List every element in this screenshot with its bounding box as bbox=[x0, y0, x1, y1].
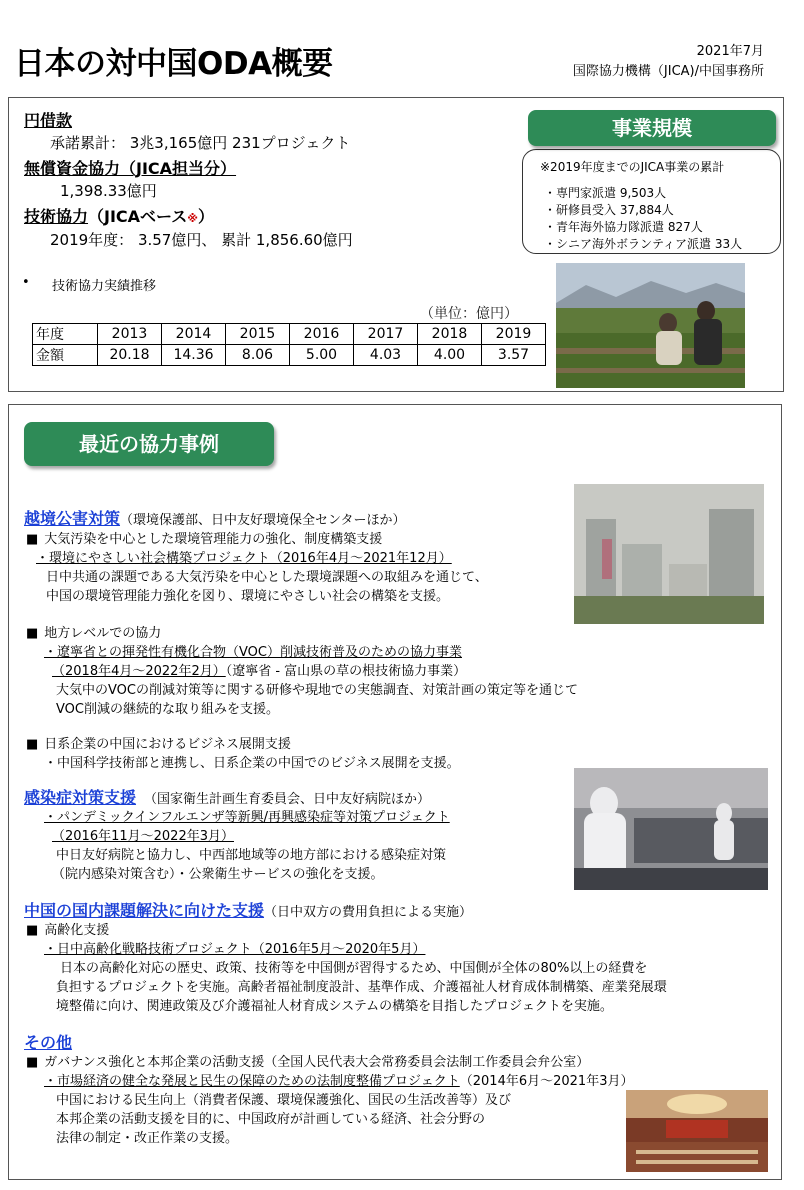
description-line: ・中国科学技術部と連携し、日系企業の中国でのビジネス展開を支援。 bbox=[44, 756, 460, 771]
training-photo bbox=[574, 768, 768, 890]
amount-cell: 14.36 bbox=[162, 345, 226, 366]
section-title[interactable]: 感染症対策支援 bbox=[24, 788, 137, 807]
trend-bullet: • bbox=[22, 275, 30, 290]
section-cross-border bbox=[24, 506, 406, 529]
tech-line: 2019年度： 3.57億円、 累計 1,856.60億円 bbox=[50, 231, 353, 249]
amount-cell: 8.06 bbox=[226, 345, 290, 366]
description-line: 中国における民生向上（消費者保護、環境保護強化、国民の生活改善等）及び bbox=[56, 1093, 512, 1108]
year-cell: 2015 bbox=[226, 324, 290, 345]
scale-item: ・研修員受入 37,884人 bbox=[544, 203, 674, 217]
tech-heading bbox=[24, 204, 214, 227]
yen-loan-heading: 円借款 bbox=[24, 111, 73, 130]
section-title[interactable]: 中国の国内課題解決に向けた支援 bbox=[24, 901, 265, 920]
section-title[interactable]: その他 bbox=[24, 1033, 73, 1052]
amount-cell: 3.57 bbox=[482, 345, 546, 366]
sub-heading: ■ ガバナンス強化と本邦企業の活動支援（全国人民代表大会常務委員会法制工作委員会弁公室） bbox=[26, 1051, 589, 1070]
project-period-line bbox=[52, 660, 466, 679]
tech-heading-close: ） bbox=[197, 207, 214, 226]
tech-heading-suffix: （JICAベース bbox=[88, 207, 188, 226]
section-domestic-issues bbox=[24, 898, 472, 921]
description-line: 中国の環境管理能力強化を図り、環境にやさしい社会の構築を支援。 bbox=[46, 589, 450, 604]
year-cell: 2014 bbox=[162, 324, 226, 345]
table-row-amounts bbox=[33, 345, 546, 366]
scale-item: ・青年海外協力隊派遣 827人 bbox=[544, 220, 703, 234]
project-line-wrap bbox=[44, 1070, 633, 1089]
sub-heading: ■ 高齢化支援 bbox=[26, 919, 109, 938]
tech-cooperation-table bbox=[32, 323, 546, 366]
sub-heading: ■ 地方レベルでの協力 bbox=[26, 622, 161, 641]
grant-line: 1,398.33億円 bbox=[60, 182, 157, 200]
tech-heading-mark: ※ bbox=[187, 212, 198, 225]
project-line: ・遼寧省との揮発性有機化合物（VOC）削減技術普及のための協力事業 bbox=[44, 645, 462, 660]
section-title-note: （日中双方の費用負担による実施） bbox=[264, 905, 473, 920]
year-cell: 2017 bbox=[354, 324, 418, 345]
project-period: （2014年6月～2021年3月） bbox=[459, 1074, 634, 1089]
amount-cell: 4.03 bbox=[354, 345, 418, 366]
row-label: 年度 bbox=[33, 324, 98, 345]
project-line: ・パンデミックインフルエンザ等新興/再興感染症等対策プロジェクト bbox=[44, 810, 450, 825]
section-infectious-disease bbox=[24, 785, 430, 808]
city-smog-photo bbox=[574, 484, 764, 624]
field-photo bbox=[556, 263, 745, 388]
year-cell: 2018 bbox=[418, 324, 482, 345]
description-line: 負担するプロジェクトを実施。高齢者福祉制度設計、基準作成、介護福祉人材育成体制構築、産業発展環 bbox=[56, 980, 667, 995]
project-line: ・市場経済の健全な発展と民生の保障のための法制度整備プロジェクト bbox=[44, 1074, 460, 1089]
great-hall-photo bbox=[626, 1090, 768, 1172]
tech-heading-main: 技術協力 bbox=[24, 207, 89, 226]
scale-item: ・シニア海外ボランティア派遣 33人 bbox=[544, 237, 743, 251]
description-line: 日本の高齢化対応の歴史、政策、技術等を中国側が習得するため、中国側が全体の80%以上の経費を bbox=[60, 961, 648, 976]
description-line: 大気中のVOCの削減対策等に関する研修や現地での実態調査、対策計画の策定等を通じて bbox=[56, 683, 578, 698]
description-line: VOC削減の継続的な取り組みを支援。 bbox=[56, 702, 279, 717]
recent-button: 最近の協力事例 bbox=[24, 422, 274, 466]
scale-note: ※2019年度までのJICA事業の累計 bbox=[540, 160, 725, 174]
year-cell: 2019 bbox=[482, 324, 546, 345]
trend-label: 技術協力実績推移 bbox=[52, 279, 157, 294]
page-title: 日本の対中国ODA概要 bbox=[14, 46, 333, 82]
section-title[interactable]: 越境公害対策 bbox=[24, 509, 121, 528]
amount-cell: 5.00 bbox=[290, 345, 354, 366]
description-line: （院内感染対策含む）・公衆衛生サービスの強化を支援。 bbox=[52, 867, 384, 882]
section-other bbox=[24, 1030, 72, 1053]
description-line: 本邦企業の活動支援を目的に、中国政府が計画している経済、社会分野の bbox=[56, 1112, 486, 1127]
project-period: （2016年11月～2022年3月） bbox=[52, 829, 234, 844]
amount-cell: 20.18 bbox=[98, 345, 162, 366]
project-period-note: （遼寧省 - 富山県の草の根技術協力事業） bbox=[225, 664, 467, 679]
yen-loan-line: 承諾累計： 3兆3,165億円 231プロジェクト bbox=[50, 134, 351, 152]
section-title-note: （環境保護部、日中友好環境保全センターほか） bbox=[120, 513, 406, 528]
table-row-years bbox=[33, 324, 546, 345]
year-cell: 2016 bbox=[290, 324, 354, 345]
scale-button: 事業規模 bbox=[528, 110, 776, 146]
project-period: （2018年4月～2022年2月） bbox=[52, 664, 226, 679]
scale-item: ・専門家派遣 9,503人 bbox=[544, 186, 667, 200]
description-line: 境整備に向け、関連政策及び介護福祉人材育成システムの構築を目指したプロジェクトを実施。 bbox=[56, 999, 613, 1014]
organization: 国際協力機構（JICA)/中国事務所 bbox=[572, 64, 764, 79]
row-label: 金額 bbox=[33, 345, 98, 366]
unit-label: （単位：億円） bbox=[420, 306, 518, 322]
grant-heading: 無償資金協力（JICA担当分） bbox=[24, 159, 237, 178]
sub-heading: ■ 大気汚染を中心とした環境管理能力の強化、制度構築支援 bbox=[26, 528, 382, 547]
amount-cell: 4.00 bbox=[418, 345, 482, 366]
sub-heading: ■ 日系企業の中国におけるビジネス展開支援 bbox=[26, 733, 291, 752]
publish-date: 2021年7月 bbox=[696, 44, 764, 59]
project-line: ・環境にやさしい社会構築プロジェクト（2016年4月～2021年12月） bbox=[36, 551, 452, 566]
description-line: 日中共通の課題である大気汚染を中心とした環境課題への取組みを通じて、 bbox=[46, 570, 488, 585]
year-cell: 2013 bbox=[98, 324, 162, 345]
project-line: ・日中高齢化戦略技術プロジェクト（2016年5月～2020年5月） bbox=[44, 942, 426, 957]
description-line: 法律の制定・改正作業の支援。 bbox=[56, 1131, 239, 1146]
section-title-note: （国家衛生計画生育委員会、日中友好病院ほか） bbox=[144, 792, 431, 807]
description-line: 中日友好病院と協力し、中西部地域等の地方部における感染症対策 bbox=[56, 848, 447, 863]
